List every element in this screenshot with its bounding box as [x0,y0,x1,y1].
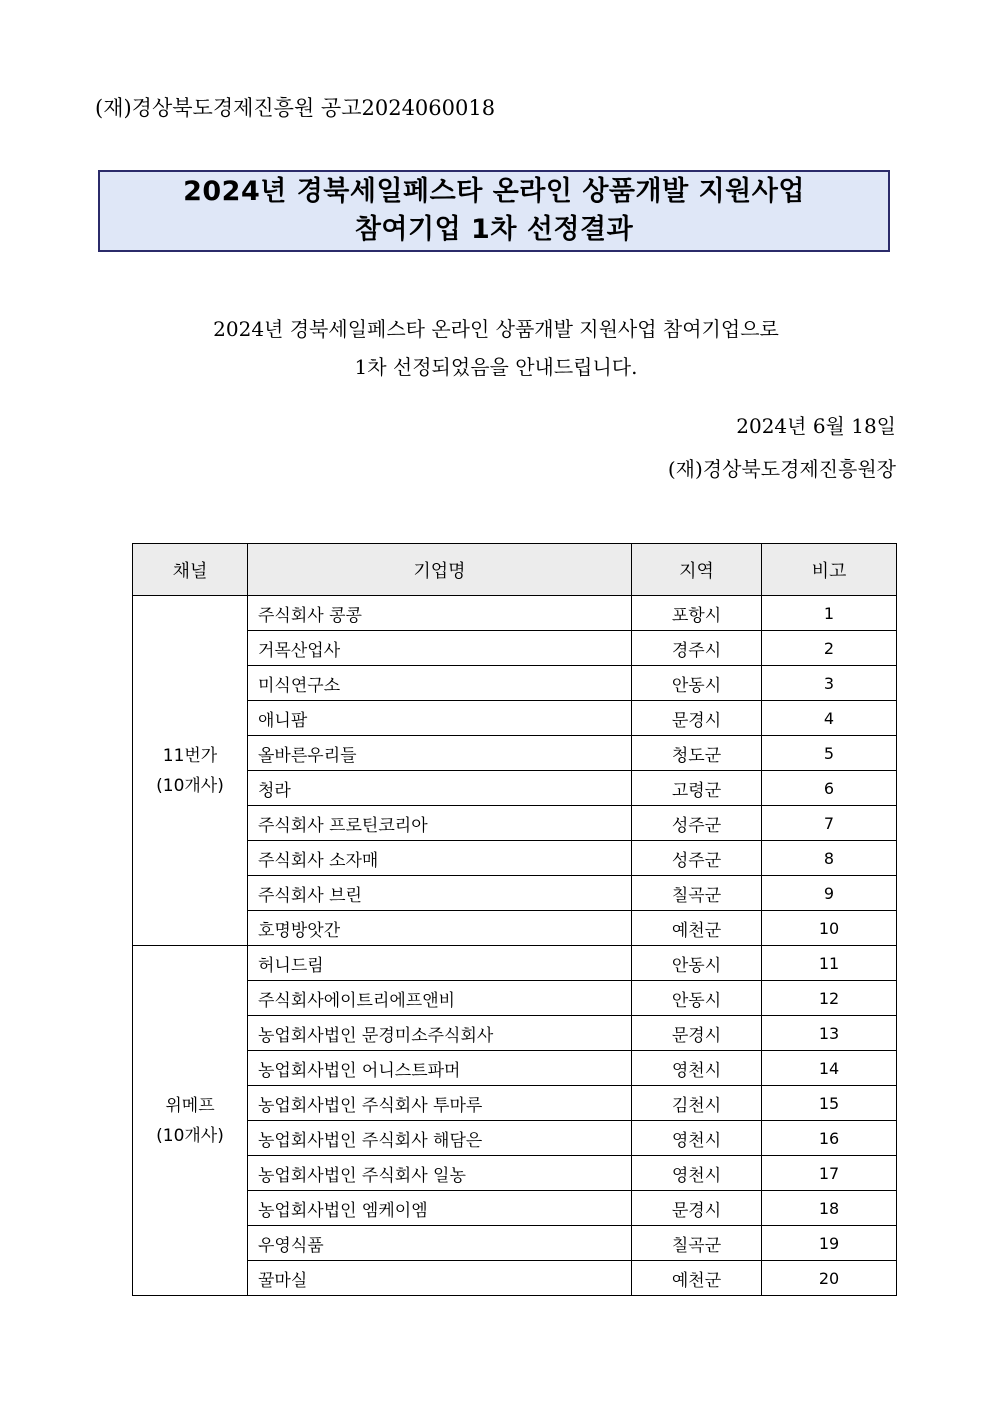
company-name-cell: 올바른우리들 [248,736,632,771]
company-name-cell: 농업회사법인 주식회사 일농 [248,1156,632,1191]
region-cell: 포항시 [632,596,762,631]
channel-cell [133,946,248,1296]
channel-count: (10개사) [156,775,224,796]
company-name-cell: 주식회사 콩콩 [248,596,632,631]
note-cell: 17 [762,1156,897,1191]
table-row [133,981,897,1016]
note-cell: 8 [762,841,897,876]
note-cell: 14 [762,1051,897,1086]
company-name-cell: 주식회사에이트리에프앤비 [248,981,632,1016]
company-name-cell: 우영식품 [248,1226,632,1261]
region-cell: 문경시 [632,1191,762,1226]
company-name-cell: 호명방앗간 [248,911,632,946]
region-cell: 안동시 [632,666,762,701]
title-line-2: 참여기업 1차 선정결과 [354,214,634,245]
region-cell: 영천시 [632,1156,762,1191]
selection-table [132,543,897,1296]
header-company: 기업명 [248,544,632,596]
table-row [133,1156,897,1191]
region-cell: 영천시 [632,1121,762,1156]
region-cell: 김천시 [632,1086,762,1121]
table-row [133,876,897,911]
company-name-cell: 미식연구소 [248,666,632,701]
company-name-cell: 농업회사법인 문경미소주식회사 [248,1016,632,1051]
table-row [133,1016,897,1051]
note-cell: 18 [762,1191,897,1226]
channel-cell [133,596,248,946]
company-name-cell: 주식회사 브린 [248,876,632,911]
region-cell: 칠곡군 [632,876,762,911]
region-cell: 칠곡군 [632,1226,762,1261]
company-name-cell: 농업회사법인 엠케이엠 [248,1191,632,1226]
table-row [133,1086,897,1121]
table-row [133,631,897,666]
table-row [133,806,897,841]
table-row [133,596,897,631]
table-row [133,1226,897,1261]
company-name-cell: 농업회사법인 주식회사 투마루 [248,1086,632,1121]
region-cell: 예천군 [632,1261,762,1296]
signature: (재)경상북도경제진흥원장 [667,457,896,481]
note-cell: 11 [762,946,897,981]
note-cell: 7 [762,806,897,841]
header-channel: 채널 [133,544,248,596]
intro-line-1: 2024년 경북세일페스타 온라인 상품개발 지원사업 참여기업으로 [213,317,779,341]
company-name-cell: 거목산업사 [248,631,632,666]
note-cell: 19 [762,1226,897,1261]
table-header-row [133,544,897,596]
notice-number: (재)경상북도경제진흥원 공고2024060018 [95,96,496,120]
region-cell: 성주군 [632,806,762,841]
note-cell: 13 [762,1016,897,1051]
company-name-cell: 청라 [248,771,632,806]
intro-line-2: 1차 선정되었음을 안내드립니다. [354,355,638,379]
table-row [133,1051,897,1086]
note-cell: 4 [762,701,897,736]
table-body [133,596,897,1296]
table-row [133,736,897,771]
intro-text [0,310,992,386]
channel-count: (10개사) [156,1125,224,1146]
header-note: 비고 [762,544,897,596]
company-name-cell: 주식회사 소자매 [248,841,632,876]
note-cell: 5 [762,736,897,771]
company-name-cell: 꿀마실 [248,1261,632,1296]
region-cell: 안동시 [632,946,762,981]
note-cell: 10 [762,911,897,946]
table-row [133,1261,897,1296]
title-box [98,170,890,252]
table-row [133,1191,897,1226]
company-name-cell: 허니드림 [248,946,632,981]
title-line-1: 2024년 경북세일페스타 온라인 상품개발 지원사업 [183,176,805,207]
company-name-cell: 애니팜 [248,701,632,736]
region-cell: 영천시 [632,1051,762,1086]
channel-name: 위메프 [165,1095,215,1116]
note-cell: 1 [762,596,897,631]
company-name-cell: 농업회사법인 어니스트파머 [248,1051,632,1086]
note-cell: 3 [762,666,897,701]
region-cell: 예천군 [632,911,762,946]
region-cell: 청도군 [632,736,762,771]
note-cell: 9 [762,876,897,911]
table-row [133,701,897,736]
table-row [133,946,897,981]
region-cell: 경주시 [632,631,762,666]
table-row [133,911,897,946]
region-cell: 고령군 [632,771,762,806]
company-name-cell: 주식회사 프로틴코리아 [248,806,632,841]
note-cell: 16 [762,1121,897,1156]
region-cell: 문경시 [632,1016,762,1051]
table-row [133,841,897,876]
table-row [133,666,897,701]
region-cell: 문경시 [632,701,762,736]
note-cell: 12 [762,981,897,1016]
table-row [133,771,897,806]
table-row [133,1121,897,1156]
note-cell: 2 [762,631,897,666]
announcement-date: 2024년 6월 18일 [736,414,896,438]
region-cell: 성주군 [632,841,762,876]
note-cell: 20 [762,1261,897,1296]
region-cell: 안동시 [632,981,762,1016]
channel-name: 11번가 [162,745,218,766]
company-name-cell: 농업회사법인 주식회사 해담은 [248,1121,632,1156]
header-region: 지역 [632,544,762,596]
note-cell: 6 [762,771,897,806]
note-cell: 15 [762,1086,897,1121]
